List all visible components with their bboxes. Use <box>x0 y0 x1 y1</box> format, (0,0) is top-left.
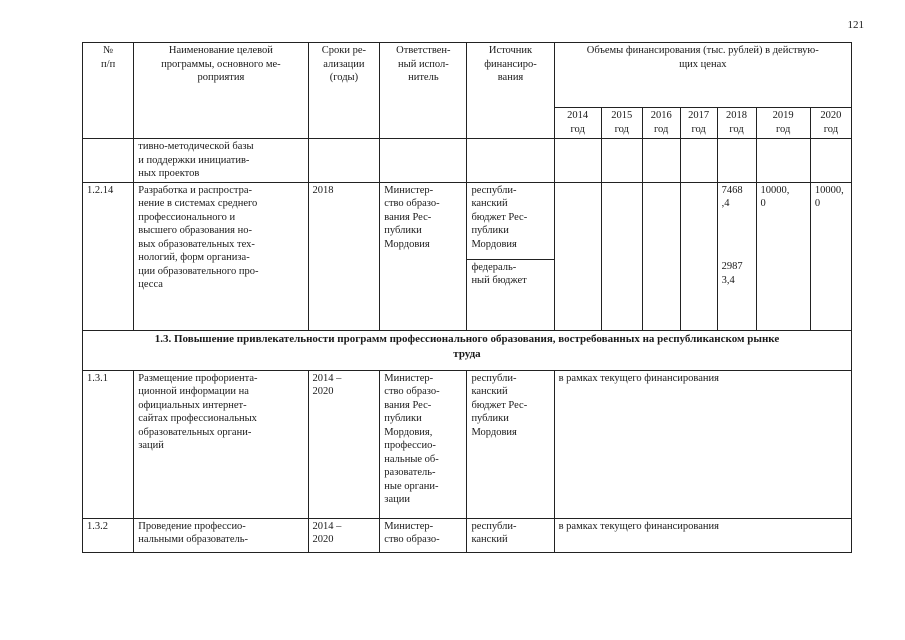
row-131-num: 1.3.1 <box>83 370 134 518</box>
row-132-funding: в рамках текущего финансирования <box>554 518 851 552</box>
year-2018: 2018 год <box>717 108 756 139</box>
row-1214-2018-federal: 2987 3,4 <box>717 259 756 330</box>
row-131-term: 2014 – 2020 <box>308 370 380 518</box>
row-1214-2020-republic: 10000, 0 <box>810 182 851 259</box>
year-2014: 2014 год <box>554 108 601 139</box>
row-1214-name: Разработка и распростра- нение в системах среднего профессионального и высшего образования но- вых образовательных тех- нологий, форм организа- ции образовательного про- цесса <box>134 182 308 330</box>
section-row <box>83 330 852 370</box>
year-2017: 2017 год <box>680 108 717 139</box>
header-source: Источник финансиро- вания <box>467 43 554 139</box>
year-2016: 2016 год <box>642 108 680 139</box>
row-1214-term: 2018 <box>308 182 380 330</box>
header-row <box>83 43 852 108</box>
row-131-source: республи- канский бюджет Рес- публики Мордовия <box>467 370 554 518</box>
year-2019: 2019 год <box>756 108 810 139</box>
row-1214-num: 1.2.14 <box>83 182 134 330</box>
table-row <box>83 182 852 259</box>
year-2020: 2020 год <box>810 108 851 139</box>
section-title: 1.3. Повышение привлекательности программ профессионального образования, востребованных на республиканском рынке труда <box>83 330 852 370</box>
row-131-funding: в рамках текущего финансирования <box>554 370 851 518</box>
row-132-term: 2014 – 2020 <box>308 518 380 552</box>
header-term: Сроки ре- ализации (годы) <box>308 43 380 139</box>
row-131-responsible: Министер- ство образо- вания Рес- публики Мордовия, профессио- нальные об- разователь- ные органи- зации <box>380 370 467 518</box>
row-132-source: республи- канский <box>467 518 554 552</box>
table-row <box>83 139 852 183</box>
row-1214-source-2: федераль- ный бюджет <box>467 259 554 330</box>
table-row <box>83 370 852 518</box>
row-1214-responsible: Министер- ство образо- вания Рес- публики Мордовия <box>380 182 467 330</box>
header-name: Наименование целевой программы, основного ме- роприятия <box>134 43 308 139</box>
row-132-responsible: Министер- ство образо- <box>380 518 467 552</box>
header-responsible: Ответствен- ный испол- нитель <box>380 43 467 139</box>
cont-row-name: тивно-методической базы и поддержки инициатив- ных проектов <box>134 139 308 183</box>
table-row <box>83 518 852 552</box>
row-132-num: 1.3.2 <box>83 518 134 552</box>
page-number: 121 <box>847 19 864 31</box>
header-volumes: Объемы финансирования (тыс. рублей) в действую- щих ценах <box>554 43 851 108</box>
row-131-name: Размещение профориента- ционной информации на официальных интернет- сайтах профессиональных образовательных органи- заций <box>134 370 308 518</box>
header-num: № п/п <box>83 43 134 139</box>
financing-table <box>82 42 852 553</box>
row-1214-source-1: республи- канский бюджет Рес- публики Мордовия <box>467 182 554 259</box>
row-132-name: Проведение профессио- нальными образователь- <box>134 518 308 552</box>
row-1214-2019-republic: 10000, 0 <box>756 182 810 259</box>
year-2015: 2015 год <box>601 108 642 139</box>
row-1214-2018-republic: 7468 ,4 <box>717 182 756 259</box>
